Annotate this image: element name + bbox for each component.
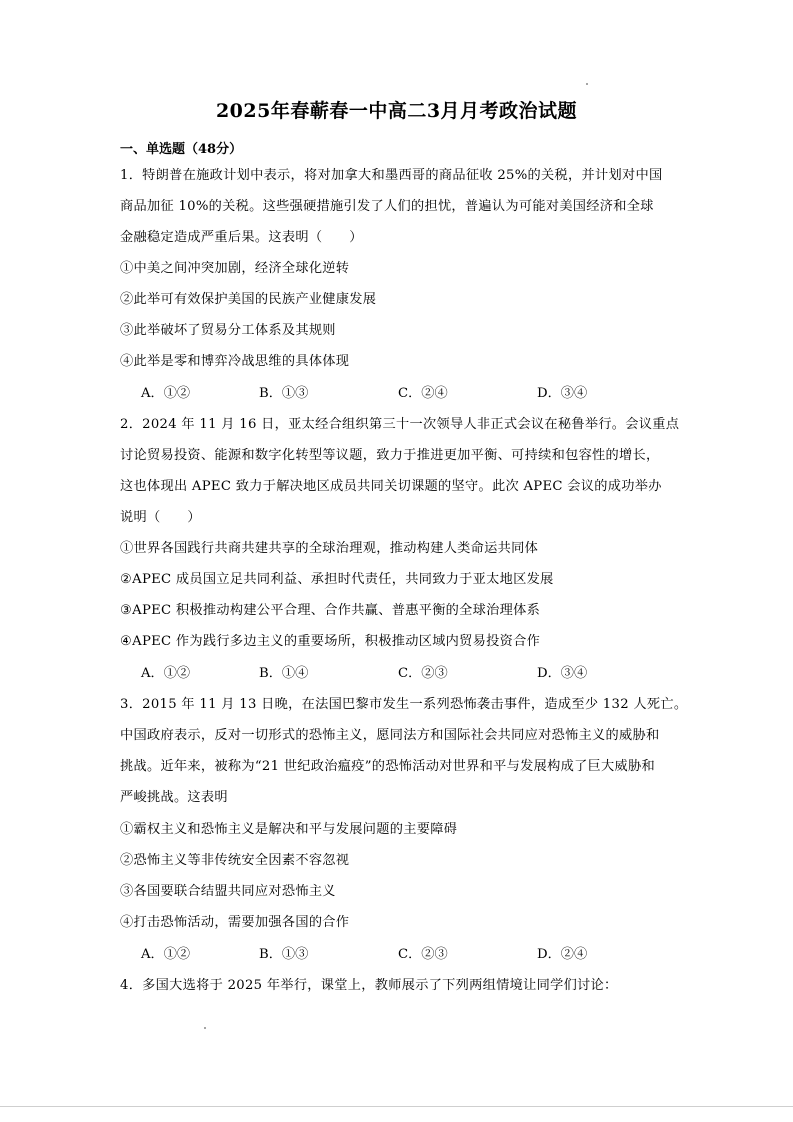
q3-stem-line-2: 中国政府表示，反对一切形式的恐怖主义，愿同法方和国际社会共同应对恐怖主义的威胁和 [120, 728, 660, 743]
q3-stem-line-1: 3．2015 年 11 月 13 日晚，在法国巴黎市发生一系列恐怖袭击事件，造成至少 132 人死亡。 [120, 697, 688, 712]
page-bottom-rule [0, 1106, 793, 1107]
q2-option-b[interactable]: B．①④ [259, 666, 309, 681]
q3-item-3: ③各国要联合结盟共同应对恐怖主义 [120, 884, 336, 899]
q3-item-1: ①霸权主义和恐怖主义是解决和平与发展问题的主要障碍 [120, 822, 458, 837]
q2-option-c[interactable]: C．②③ [398, 666, 448, 681]
exam-title: 2025年春蕲春一中高二3月月考政治试题 [215, 100, 578, 122]
q3-option-b[interactable]: B．①③ [259, 947, 309, 962]
q1-option-b[interactable]: B．①③ [259, 386, 309, 401]
q1-stem-line-3: 金融稳定造成严重后果。这表明（ ） [120, 230, 363, 245]
q3-stem-line-3: 挑战。近年来，被称为“21 世纪政治瘟疫”的恐怖活动对世界和平与发展构成了巨大威胁和 [120, 759, 655, 774]
q2-item-2: ②APEC 成员国立足共同利益、承担时代责任，共同致力于亚太地区发展 [120, 572, 554, 587]
q2-item-3: ③APEC 积极推动构建公平合理、合作共赢、普惠平衡的全球治理体系 [120, 603, 541, 618]
q2-stem-line-2: 讨论贸易投资、能源和数字化转型等议题，致力于推进更加平衡、可持续和包容性的增长， [120, 448, 660, 463]
q3-stem-line-4: 严峻挑战。这表明 [120, 790, 228, 805]
q2-option-a[interactable]: A．①② [141, 666, 191, 681]
q1-item-1: ①中美之间冲突加剧，经济全球化逆转 [120, 261, 350, 276]
q2-item-4: ④APEC 作为践行多边主义的重要场所，积极推动区域内贸易投资合作 [120, 634, 541, 649]
q3-item-2: ②恐怖主义等非传统安全因素不容忽视 [120, 853, 350, 868]
q1-option-d[interactable]: D．③④ [537, 386, 588, 401]
q3-option-d[interactable]: D．②④ [537, 947, 588, 962]
q2-option-d[interactable]: D．③④ [537, 666, 588, 681]
q1-option-c[interactable]: C．②④ [398, 386, 448, 401]
q1-item-2: ②此举可有效保护美国的民族产业健康发展 [120, 292, 377, 307]
q1-stem-line-2: 商品加征 10%的关税。这些强硬措施引发了人们的担忧，普遍认为可能对美国经济和全球 [120, 199, 654, 214]
q3-item-4: ④打击恐怖活动，需要加强各国的合作 [120, 915, 350, 930]
q2-item-1: ①世界各国践行共商共建共享的全球治理观，推动构建人类命运共同体 [120, 541, 539, 556]
q4-stem-line-1: 4．多国大选将于 2025 年举行，课堂上，教师展示了下列两组情境让同学们讨论： [120, 978, 618, 993]
q3-option-a[interactable]: A．①② [141, 947, 191, 962]
q2-stem-line-3: 这也体现出 APEC 致力于解决地区成员共同关切课题的坚守。此次 APEC 会议的成功举办 [120, 479, 662, 494]
q2-stem-line-4: 说明（ ） [120, 510, 201, 525]
section-heading: 一、单选题（48分） [120, 142, 243, 157]
q1-stem-line-1: 1．特朗普在施政计划中表示，将对加拿大和墨西哥的商品征收 25%的关税，并计划对中国 [120, 168, 663, 183]
q2-stem-line-1: 2．2024 年 11 月 16 日，亚太经合组织第三十一次领导人非正式会议在秘鲁举行。会议重点 [120, 417, 680, 432]
q1-item-4: ④此举是零和博弈冷战思维的具体体现 [120, 354, 350, 369]
scan-dot [586, 83, 588, 85]
q1-option-a[interactable]: A．①② [141, 386, 191, 401]
q1-item-3: ③此举破坏了贸易分工体系及其规则 [120, 323, 336, 338]
q3-option-c[interactable]: C．②③ [398, 947, 448, 962]
scan-dot [204, 1027, 206, 1029]
